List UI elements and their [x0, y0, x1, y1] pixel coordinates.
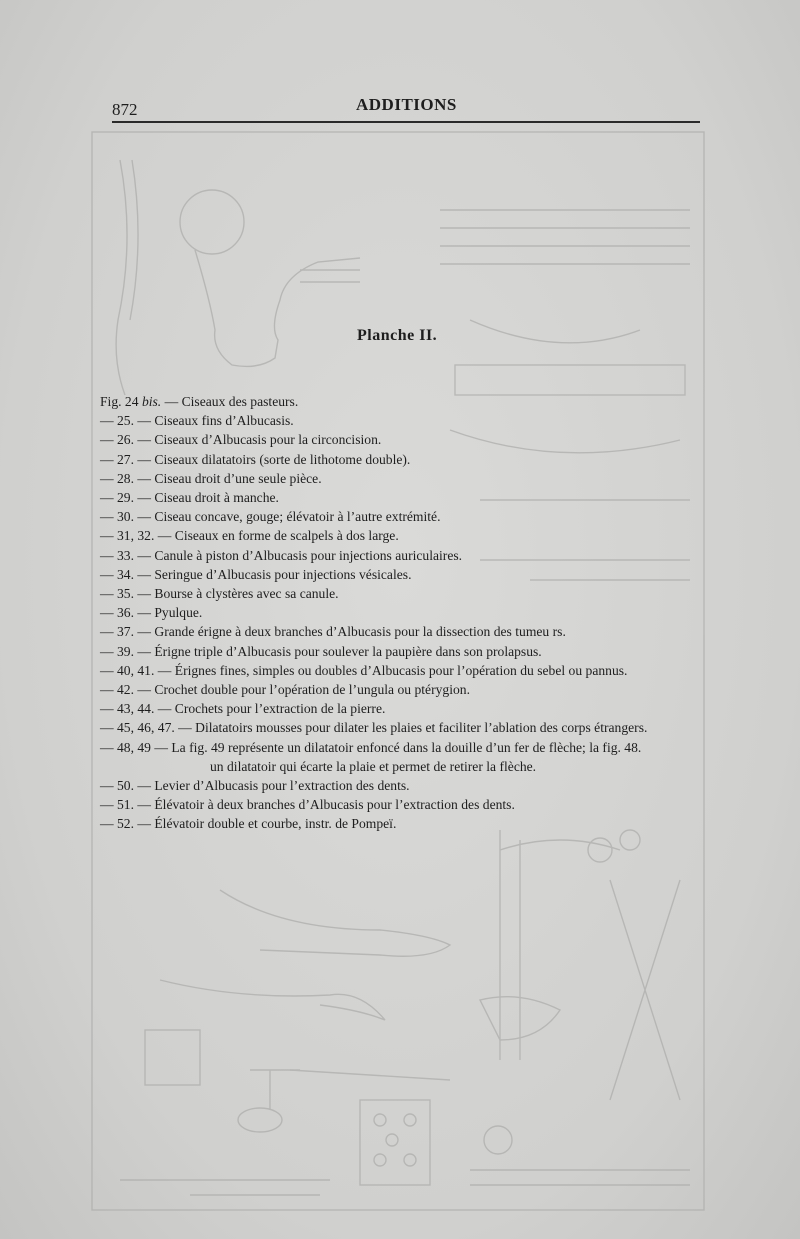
figure-entry-text: — 27. — Ciseaux dilatatoirs (sorte de lithotome double). — [100, 451, 411, 467]
figure-list — [100, 392, 720, 834]
figure-entry-text: — 26. — Ciseaux d’Albucasis pour la circoncision. — [100, 432, 382, 448]
figure-entry — [100, 814, 720, 833]
figure-entry-description: — Ciseaux des pasteurs. — [161, 394, 299, 409]
figure-entry-text: — 39. — Érigne triple d’Albucasis pour soulever la paupière dans son prolapsus. — [100, 643, 542, 659]
figure-entry-text: — 43, 44. — Crochets pour l’extraction de la pierre. — [100, 701, 386, 717]
figure-entry-text: Fig. 24 — [100, 394, 142, 409]
figure-entry-text: — 34. — Seringue d’Albucasis pour injections vésicales. — [100, 566, 412, 582]
figure-entry — [100, 526, 720, 545]
figure-entry — [100, 738, 720, 757]
figure-entry-text: — 37. — Grande érigne à deux branches d’Albucasis pour la dissection des tumeu rs. — [100, 624, 566, 640]
figure-entry — [100, 507, 720, 526]
figure-entry — [100, 699, 720, 718]
figure-entry-text: — 40, 41. — Érignes fines, simples ou doubles d’Albucasis pour l’opération du sebel ou pannus. — [100, 662, 628, 678]
figure-entry — [100, 680, 720, 699]
figure-entry-text: — 30. — Ciseau concave, gouge; élévatoir à l’autre extrémité. — [100, 509, 441, 525]
figure-entry-text: — 31, 32. — Ciseaux en forme de scalpels à dos large. — [100, 528, 399, 544]
figure-entry-continuation — [100, 757, 720, 776]
figure-entry-text: un dilatatoir qui écarte la plaie et permet de retirer la flèche. — [210, 758, 537, 774]
plate-title: Planche II. — [357, 327, 438, 344]
figure-entry — [100, 603, 720, 622]
figure-entry — [100, 488, 720, 507]
figure-entry-text: — 42. — Crochet double pour l’opération de l’ungula ou ptérygion. — [100, 682, 470, 698]
figure-entry-text: — 28. — Ciseau droit d’une seule pièce. — [100, 470, 322, 486]
figure-entry — [100, 546, 720, 565]
figure-entry — [100, 795, 720, 814]
figure-entry-text: — 36. — Pyulque. — [100, 605, 203, 621]
figure-entry-text: — 33. — Canule à piston d’Albucasis pour injections auriculaires. — [100, 547, 463, 563]
figure-entry — [100, 661, 720, 680]
figure-entry-text: — 35. — Bourse à clystères avec sa canule. — [100, 586, 339, 602]
figure-entry — [100, 430, 720, 449]
running-header-title: ADDITIONS — [356, 95, 457, 114]
figure-entry — [100, 392, 720, 411]
figure-entry-italic: bis. — [141, 394, 162, 409]
figure-entry — [100, 411, 720, 430]
figure-entry — [100, 450, 720, 469]
figure-entry-text: — 25. — Ciseaux fins d’Albucasis. — [100, 413, 294, 429]
figure-entry — [100, 565, 720, 584]
header-rule — [112, 121, 700, 123]
figure-entry-text: — 52. — Élévatoir double et courbe, instr. de Pompeï. — [100, 816, 397, 832]
figure-entry-text: — 51. — Élévatoir à deux branches d’Albucasis pour l’extraction des dents. — [100, 797, 515, 813]
figure-entry — [100, 642, 720, 661]
figure-entry-text: — 50. — Levier d’Albucasis pour l’extraction des dents. — [100, 778, 410, 794]
page-number: 872 — [112, 100, 138, 119]
figure-entry — [100, 584, 720, 603]
figure-entry-text: — 48, 49 — La fig. 49 représente un dilatatoir enfoncé dans la douille d’un fer de flèche; la fig. 48. — [100, 739, 642, 755]
figure-entry — [100, 622, 720, 641]
figure-entry — [100, 776, 720, 795]
figure-entry-text: — 45, 46, 47. — Dilatatoirs mousses pour dilater les plaies et faciliter l’ablation des corps étrangers. — [100, 720, 648, 736]
figure-entry — [100, 718, 720, 737]
figure-entry — [100, 469, 720, 488]
figure-entry-text: — 29. — Ciseau droit à manche. — [100, 490, 279, 506]
